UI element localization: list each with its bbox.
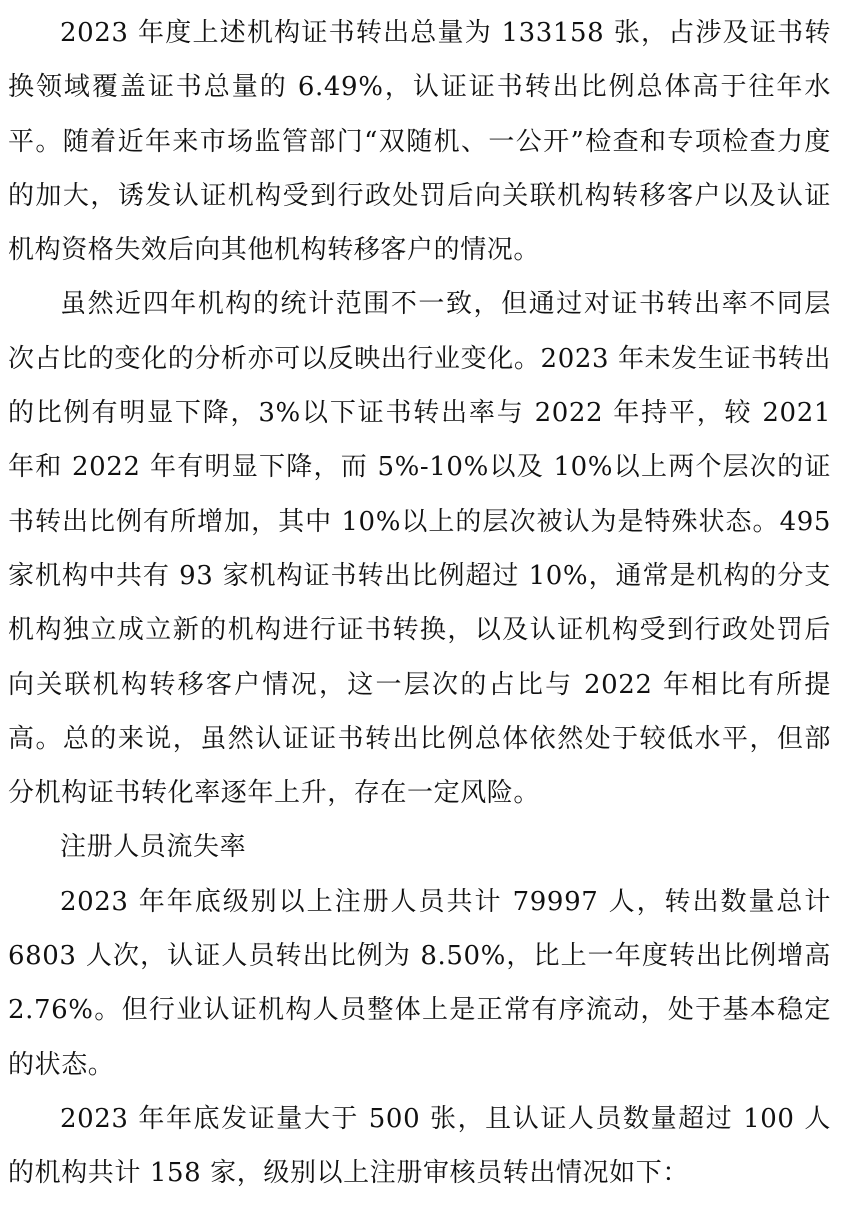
section-heading-personnel-turnover: 注册人员流失率 [60,832,247,863]
paragraph-personnel-turnover-stats: 2023 年年底级别以上注册人员共计 79997 人，转出数量总计 6803 人次，认证人员转出比例为 8.50%，比上一年度转出比例增高 2.76%。但行业认证机构人员整体上是正常有序流动，处于基本稳定的状态。 [8,886,831,1080]
paragraph-large-institutions: 2023 年年底发证量大于 500 张，且认证人员数量超过 100 人的机构共计 158 家，级别以上注册审核员转出情况如下： [8,1103,831,1189]
paragraph-certificate-transfer-total: 2023 年度上述机构证书转出总量为 133158 张，占涉及证书转换领域覆盖证书总量的 6.49%，认证证书转出比例总体高于往年水平。随着近年来市场监管部门“双随机、一公开”检查和专项检查力度的加大，诱发认证机构受到行政处罚后向关联机构转移客户以及认证机构资格失效后向其他机构转移客户的情况。 [8,18,831,266]
paragraph-transfer-rate-analysis: 虽然近四年机构的统计范围不一致，但通过对证书转出率不同层次占比的变化的分析亦可以反映出行业变化。2023 年未发生证书转出的比例有明显下降，3%以下证书转出率与 2022 年持平，较 2021 年和 2022 年有明显下降，而 5%-10%以及 10%以上两个层次的证书转出比例有所增加，其中 10%以上的层次被认为是特殊状态。495 家机构中共有 93 家机构证书转出比例超过 10%，通常是机构的分支机构独立成立新的机构进行证书转换，以及认证机构受到行政处罚后向关联机构转移客户情况，这一层次的占比与 2022 年相比有所提高。总的来说，虽然认证证书转出比例总体依然处于较低水平，但部分机构证书转化率逐年上升，存在一定风险。 [8,289,831,809]
